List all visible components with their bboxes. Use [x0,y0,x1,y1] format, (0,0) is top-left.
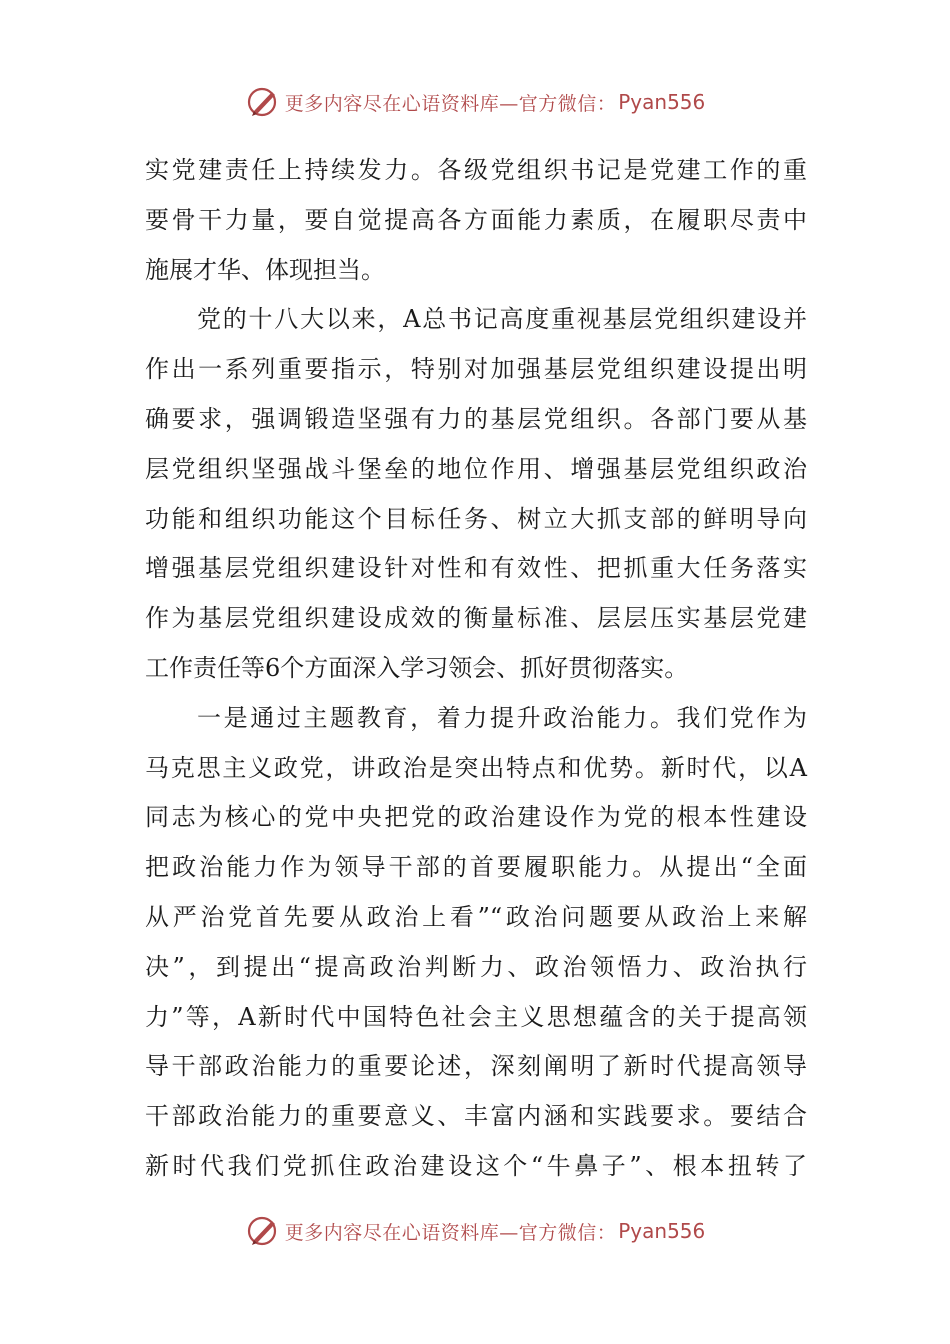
text-line: 党的十八大以来，A总书记高度重视基层党组织建设并 [197,305,807,334]
text-line: 工作责任等6个方面深入学习领会、抓好贯彻落实。 [145,653,689,682]
pen-logo-icon [245,1213,281,1249]
wechat-handle: Pyan556 [618,90,706,114]
text-line: 新时代我们党抓住政治建设这个“牛鼻子”、根本扭转了 [145,1151,807,1180]
text-line: 决”，到提出“提高政治判断力、政治领悟力、政治执行 [145,952,807,981]
text-line: 导干部政治能力的重要论述，深刻阐明了新时代提高领导 [145,1052,807,1081]
text-line: 增强基层党组织建设针对性和有效性、把抓重大任务落实 [145,554,807,583]
pen-logo-icon [245,84,281,120]
text-line: 把政治能力作为领导干部的首要履职能力。从提出“全面 [145,853,807,882]
text-line: 要骨干力量，要自觉提高各方面能力素质，在履职尽责中 [145,205,807,234]
text-line: 施展才华、体现担当。 [145,255,385,284]
text-line: 一是通过主题教育，着力提升政治能力。我们党作为 [197,703,807,732]
wechat-handle: Pyan556 [618,1219,706,1243]
text-line: 作出一系列重要指示，特别对加强基层党组织建设提出明 [145,355,807,384]
text-line: 确要求，强调锻造坚强有力的基层党组织。各部门要从基 [145,404,807,433]
header-watermark-banner [0,82,950,122]
text-line: 实党建责任上持续发力。各级党组织书记是党建工作的重 [145,156,807,184]
document-body [145,146,807,1192]
text-line: 同志为核心的党中央把党的政治建设作为党的根本性建设 [145,803,807,832]
text-line: 功能和组织功能这个目标任务、树立大抓支部的鲜明导向 [145,504,807,533]
text-line: 干部政治能力的重要意义、丰富内涵和实践要求。要结合 [145,1102,807,1131]
banner-text: 更多内容尽在心语资料库—官方微信： [284,92,617,115]
text-line: 层党组织坚强战斗堡垒的地位作用、增强基层党组织政治 [145,454,807,483]
text-line: 从严治党首先要从政治上看”“政治问题要从政治上来解 [145,902,807,931]
text-line: 力”等，A新时代中国特色社会主义思想蕴含的关于提高领 [145,1002,807,1031]
text-line: 作为基层党组织建设成效的衡量标准、层层压实基层党建 [145,604,807,633]
text-line: 马克思主义政党，讲政治是突出特点和优势。新时代，以A [145,753,807,782]
banner-text: 更多内容尽在心语资料库—官方微信： [284,1221,617,1244]
footer-watermark-banner [0,1211,950,1251]
